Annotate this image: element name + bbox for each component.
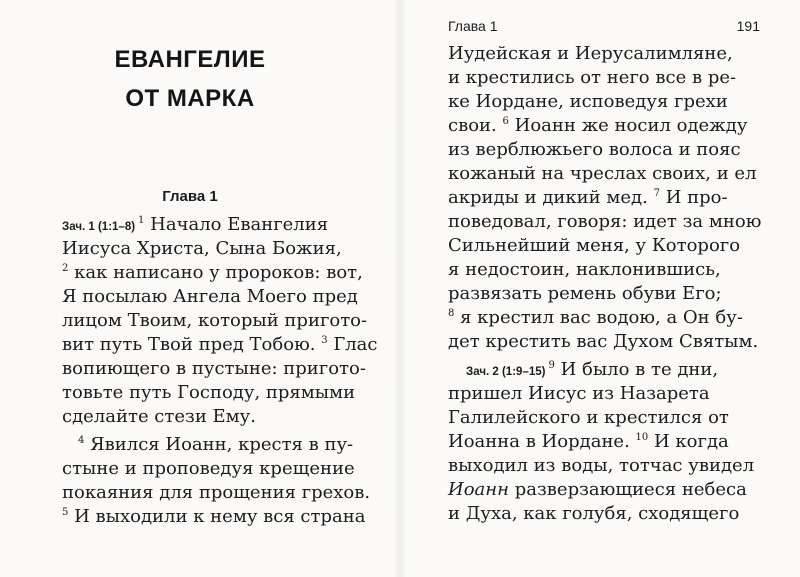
text-line: вопиющего в пустыне: пригото- [62,358,366,379]
verse-number: 2 [62,263,69,274]
text-line: товьте путь Господу, прямыми [62,382,356,403]
text-line-content: я крестил вас водою, а Он бу- [460,307,743,328]
text-line: дет крестить вас Духом Святым. [448,331,759,352]
text-line-content: И когда [654,431,729,452]
text-line: развязать ремень обуви Его; [448,283,722,304]
text-line: и крестились от него все в ре- [448,67,737,88]
verse-number: 3 [321,335,328,346]
text-line: ке Иордане, исповедуя грехи [448,91,728,112]
page-number: 191 [736,18,760,34]
text-line [448,306,743,330]
text-line: Сильнейший меня, у Которого [448,235,741,256]
verse-number: 10 [635,432,649,443]
italic-word: Иоанн [448,479,509,500]
chapter-heading: Глава 1 [162,188,218,205]
verse-number: 8 [448,308,455,319]
text-line: пришел Иисус из Назарета [448,383,710,404]
text-line [62,213,328,237]
verse-number: 1 [138,215,145,226]
text-line-content: акриды и дикий мед. [448,187,648,208]
text-line: кожаный на чреслах своих, и ел [448,163,757,184]
text-line: Галилейского и крестился от [448,407,729,428]
text-line-content: Иоанн же носил одежду [514,115,748,136]
text-line: и Духа, как голубя, сходящего [448,503,740,524]
text-line: Иудейская и Иерусалимляне, [448,43,733,64]
text-line: покаяния для прощения грехов. [62,482,371,503]
verse-number: 7 [653,188,660,199]
text-line-content: И про- [665,187,728,208]
text-line: я недостоин, наклонившись, [448,259,721,280]
text-line: из верблюжьего волоса и пояс [448,139,741,160]
text-line-content: разверзающиеся небеса [514,479,747,500]
text-line-content: Иоанна в Иордане. [448,431,630,452]
text-line [448,430,729,454]
text-line: сделайте стези Ему. [62,406,256,427]
verse-number: 4 [78,435,85,446]
text-line-content: И было в те дни, [560,359,719,380]
text-line: Я посылаю Ангела Моего пред [62,286,358,307]
text-line-content: Глас [333,334,378,355]
section-reference: Зач. 2 (1:9–15) [466,366,546,378]
text-line-content: Явился Иоанн, крестя в пу- [90,434,354,455]
text-line [448,478,747,502]
text-line [448,186,728,210]
text-line [448,114,747,138]
text-line-content: И выходили к нему вся страна [74,506,366,527]
section-reference: Зач. 1 (1:1–8) [62,221,136,233]
text-line: стыне и проповедуя крещение [62,458,355,479]
book-title-line2: ОТ МАРКА [125,85,255,112]
text-line: лицом Твоим, который пригото- [62,310,368,331]
text-line [62,505,365,529]
verse-number: 6 [502,116,509,127]
verse-number: 5 [62,507,69,518]
running-head: Глава 1 [448,18,498,34]
text-line [466,358,718,382]
text-line: Иисуса Христа, Сына Божия, [62,238,342,259]
text-line-content: вит путь Твой пред Тобою. [62,334,316,355]
text-line: выходил из воды, тотчас увидел [448,455,755,476]
text-line [78,433,353,457]
text-line [62,261,363,285]
text-line-content: как написано у пророков: вот, [74,262,363,283]
book-title-line1: ЕВАНГЕЛИЕ [114,46,266,73]
verse-number: 9 [548,360,555,371]
text-line-content: свои. [448,115,497,136]
text-line: поведовал, говоря: идет за мною [448,211,762,232]
text-line [62,333,377,357]
text-line-content: Начало Евангелия [150,214,329,235]
